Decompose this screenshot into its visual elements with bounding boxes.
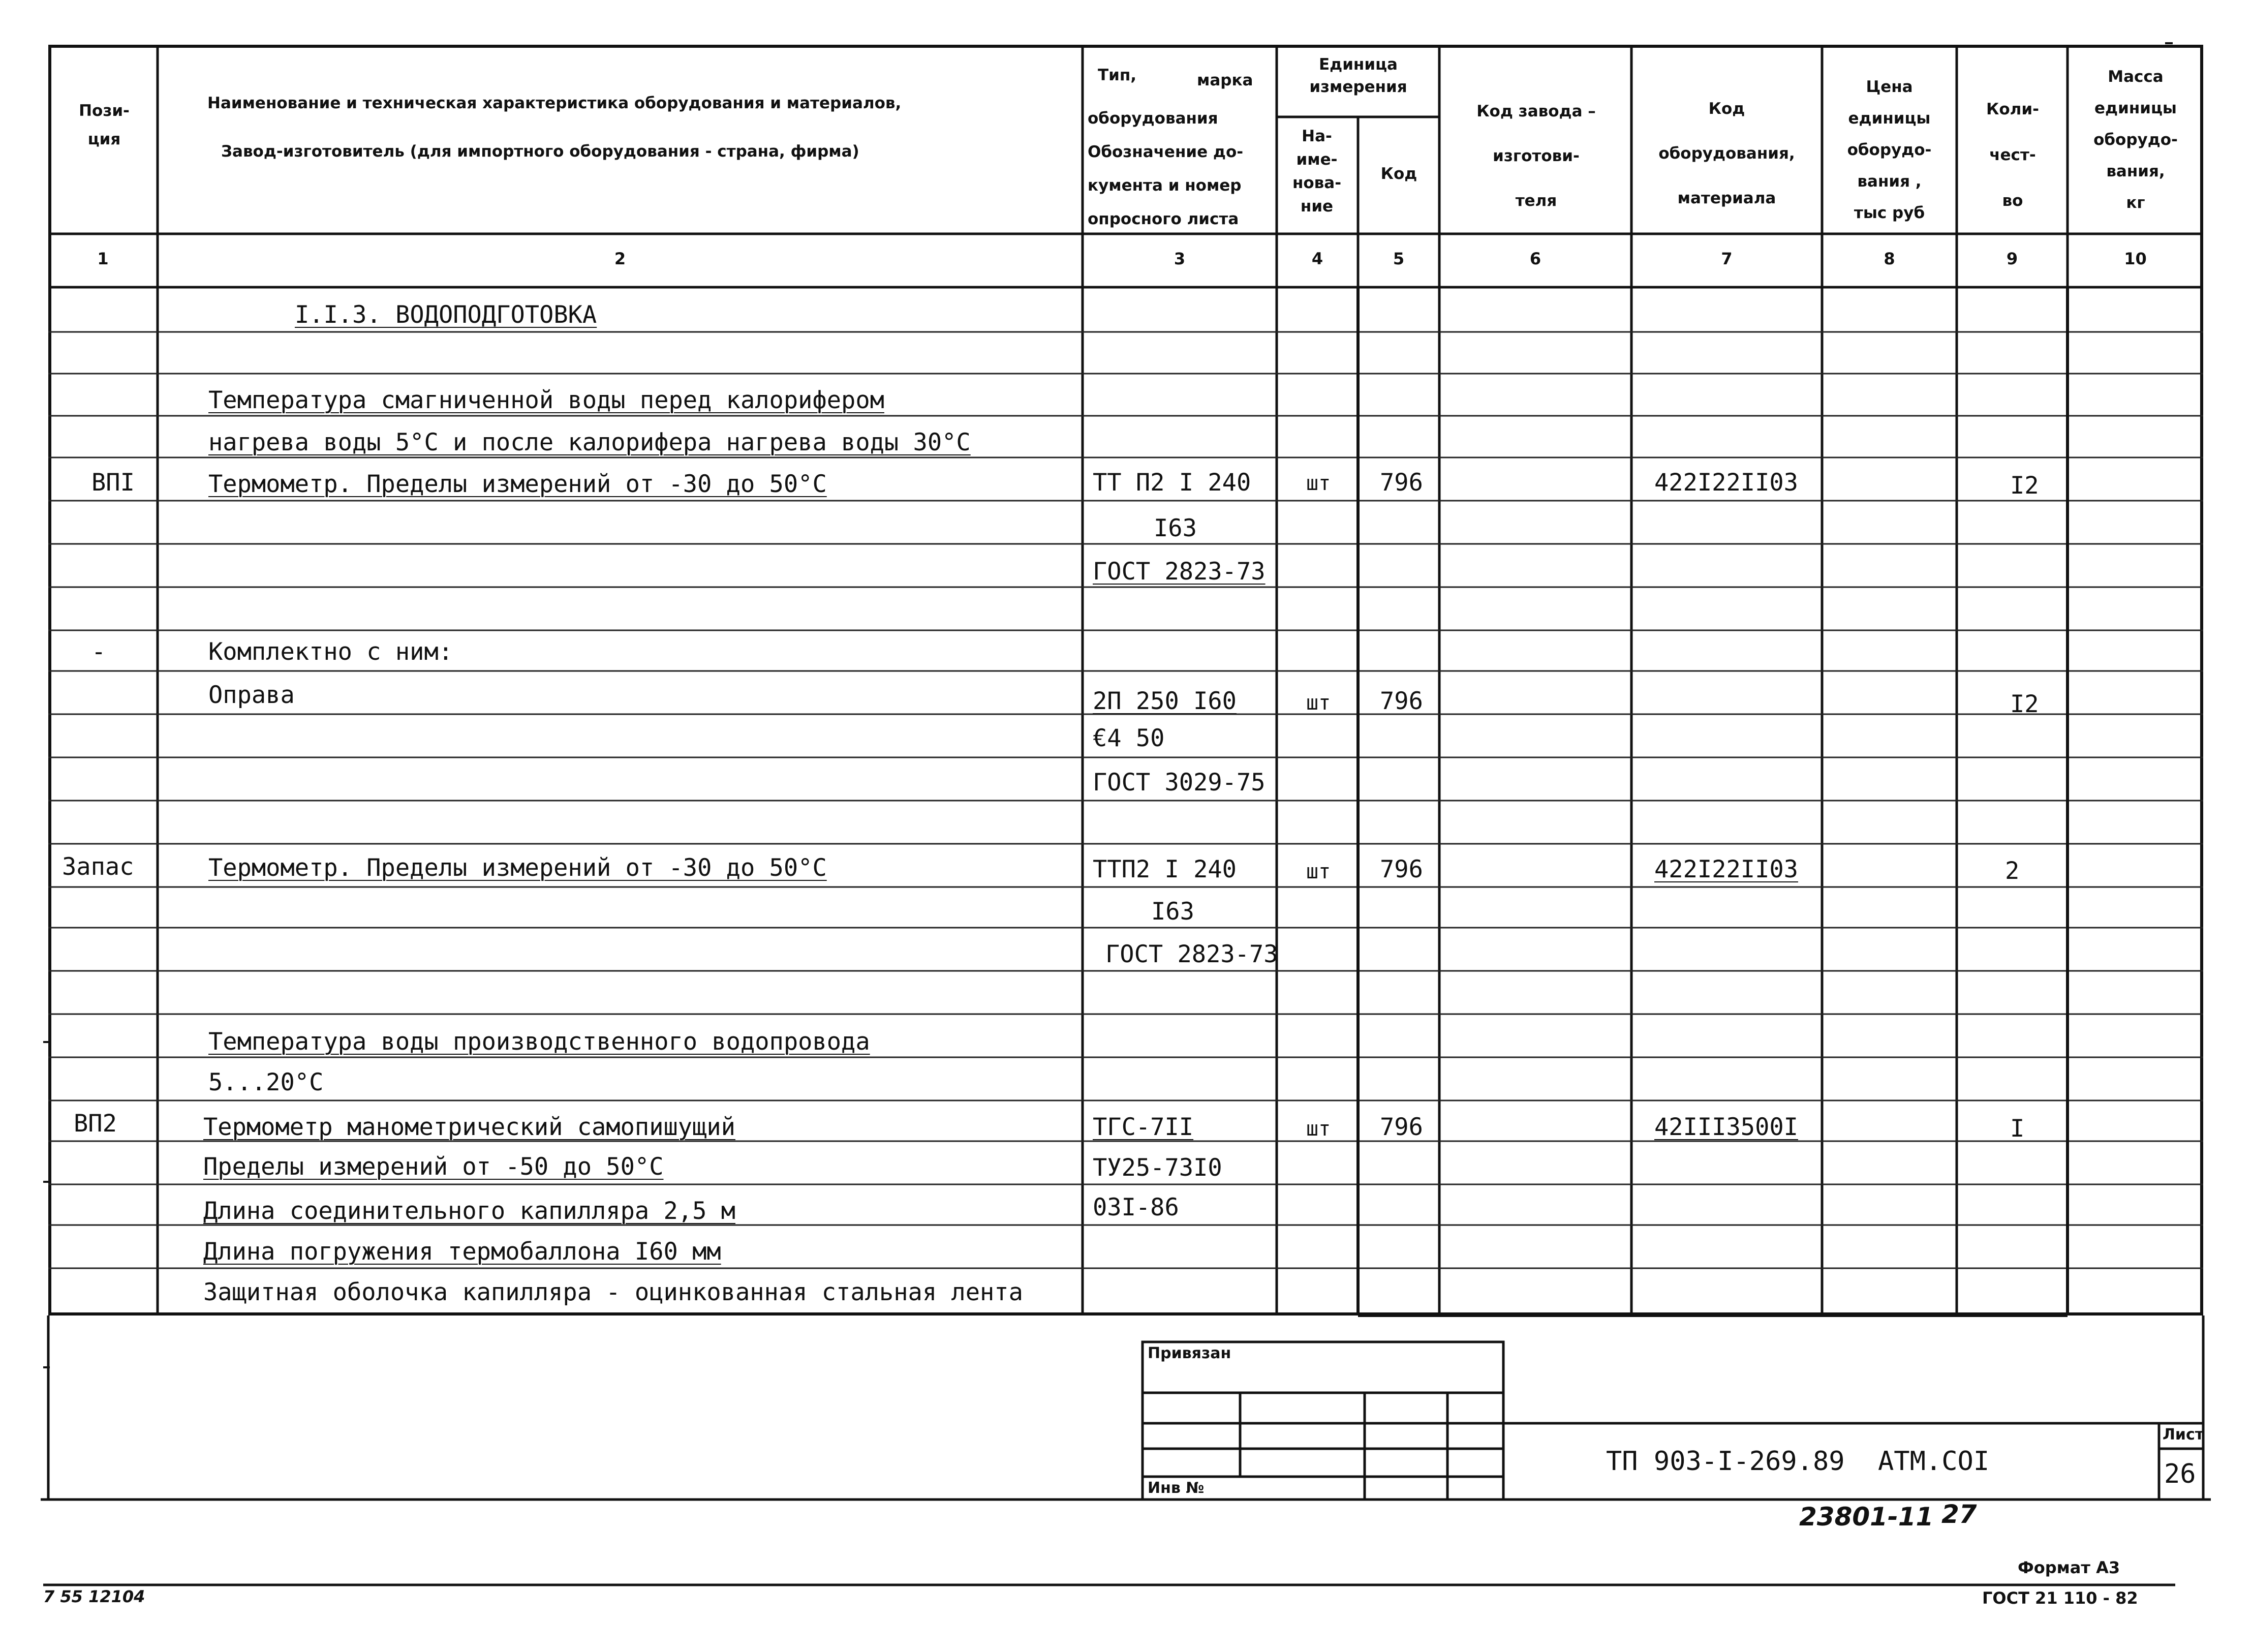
row-quantity: I bbox=[2010, 1115, 2025, 1143]
header-type-rest: оборудования Обозначение до- кумента и номер опросного листа bbox=[1088, 109, 1244, 228]
col-number-8: 8 bbox=[1884, 249, 1895, 268]
row-text: Термометр. Пределы измерений от -30 до 50°С bbox=[208, 854, 827, 882]
header-name-line1: Наименование и техническая характеристика оборудования и материалов, bbox=[207, 94, 902, 112]
row-position: ВП2 bbox=[74, 1110, 117, 1138]
header-unit-price: Цена единицы оборудо- вания , тыс руб bbox=[1847, 78, 1932, 222]
row-quantity: I2 bbox=[2010, 472, 2039, 500]
col-number-5: 5 bbox=[1393, 249, 1405, 268]
row-unit: шт bbox=[1306, 691, 1331, 715]
row-type: 2П 250 I60 bbox=[1093, 687, 1237, 715]
row-type: ТГС-7II bbox=[1093, 1113, 1194, 1141]
left-code: 7 55 12104 bbox=[43, 1587, 145, 1606]
row-text: Термометр манометрический самопишущий bbox=[203, 1113, 735, 1141]
row-type: ГОСТ 2823-73 bbox=[1105, 940, 1278, 968]
row-text: Комплектно с ним: bbox=[208, 638, 453, 666]
header-equipment-code: Код оборудования, материала bbox=[1658, 100, 1795, 207]
row-type: €4 50 bbox=[1093, 724, 1165, 752]
row-unit-code: 796 bbox=[1380, 1113, 1423, 1141]
row-type: ТТП2 I 240 bbox=[1093, 855, 1237, 883]
row-position: - bbox=[91, 638, 106, 666]
row-type: ТУ25-73I0 bbox=[1093, 1154, 1222, 1182]
row-text: Температура воды производственного водопровода bbox=[208, 1028, 870, 1056]
header-unit-group: Единица измерения bbox=[1309, 55, 1407, 96]
sheet-number: 26 bbox=[2164, 1459, 2196, 1489]
row-type: ГОСТ 2823-73 bbox=[1093, 558, 1266, 586]
col-number-10: 10 bbox=[2124, 249, 2147, 268]
row-text: Защитная оболочка капилляра - оцинкованная стальная лента bbox=[203, 1278, 1023, 1306]
col-number-2: 2 bbox=[614, 249, 626, 268]
gost-label: ГОСТ 21 110 - 82 bbox=[1982, 1588, 2138, 1608]
row-type: I63 bbox=[1154, 514, 1197, 542]
row-type: ТТ П2 I 240 bbox=[1093, 469, 1251, 497]
section-title: I.I.3. ВОДОПОДГОТОВКА bbox=[295, 301, 597, 329]
col-number-7: 7 bbox=[1721, 249, 1733, 268]
header-mass: Масса единицы оборудо- вания, кг bbox=[2093, 68, 2178, 212]
format-label: Формат А3 bbox=[2018, 1558, 2120, 1577]
header-mark-word: марка bbox=[1197, 71, 1253, 89]
row-text: Пределы измерений от -50 до 50°С bbox=[203, 1153, 664, 1181]
row-type: ГОСТ 3029-75 bbox=[1093, 769, 1266, 797]
row-type: 03I-86 bbox=[1093, 1194, 1179, 1221]
row-unit: шт bbox=[1306, 472, 1331, 495]
header-type-word: Тип, bbox=[1098, 66, 1137, 84]
row-unit-code: 796 bbox=[1380, 855, 1423, 883]
row-text: Оправа bbox=[208, 681, 295, 709]
handwritten-archive-number: 23801-11 bbox=[1799, 1502, 1934, 1532]
row-text: Длина погружения термобаллона I60 мм bbox=[203, 1238, 721, 1266]
header-name-line2: Завод-изготовитель (для импортного оборудования - страна, фирма) bbox=[221, 142, 859, 161]
document-number: ТП 903-I-269.89 bbox=[1606, 1446, 1845, 1477]
header-position: Пози- ция bbox=[79, 102, 130, 148]
header-unit-code: Код bbox=[1380, 165, 1417, 183]
row-equipment-code: 422I22II03 bbox=[1654, 469, 1798, 497]
stamp-privyazan-label: Привязан bbox=[1148, 1344, 1231, 1362]
col-number-4: 4 bbox=[1311, 249, 1323, 268]
row-unit-code: 796 bbox=[1380, 469, 1423, 497]
row-text: Термометр. Пределы измерений от -30 до 50°С bbox=[208, 470, 827, 498]
row-position: Запас bbox=[62, 853, 134, 881]
header-unit-name: На- име- нова- ние bbox=[1292, 127, 1342, 216]
col-number-6: 6 bbox=[1529, 249, 1541, 268]
header-manufacturer-code: Код завода – изготови- теля bbox=[1476, 102, 1596, 210]
row-unit: шт bbox=[1306, 860, 1331, 883]
row-text: нагрева воды 5°С и после калорифера нагрева воды 30°С bbox=[208, 429, 971, 456]
stamp-inventory-label: Инв № bbox=[1148, 1479, 1205, 1497]
row-unit-code: 796 bbox=[1380, 687, 1423, 715]
header-quantity: Коли- чест- во bbox=[1986, 100, 2039, 210]
row-equipment-code: 422I22II03 bbox=[1654, 855, 1798, 883]
col-number-3: 3 bbox=[1174, 249, 1186, 268]
document-mark: АТМ.СОI bbox=[1878, 1446, 1990, 1477]
row-text: Длина соединительного капилляра 2,5 м bbox=[203, 1197, 735, 1225]
row-text: Температура смагниченной воды перед калорифером bbox=[208, 386, 884, 414]
row-type: I63 bbox=[1151, 898, 1194, 926]
row-unit: шт bbox=[1306, 1117, 1331, 1141]
handwritten-page-number: 27 bbox=[1941, 1500, 1977, 1529]
row-equipment-code: 42III3500I bbox=[1654, 1113, 1798, 1141]
row-position: ВПI bbox=[91, 469, 135, 497]
col-number-1: 1 bbox=[97, 249, 109, 268]
row-quantity: I2 bbox=[2010, 690, 2039, 718]
sheet-label: Лист bbox=[2163, 1426, 2204, 1444]
row-quantity: 2 bbox=[2005, 857, 2020, 885]
row-text: 5...20°С bbox=[208, 1068, 324, 1096]
col-number-9: 9 bbox=[2006, 249, 2018, 268]
